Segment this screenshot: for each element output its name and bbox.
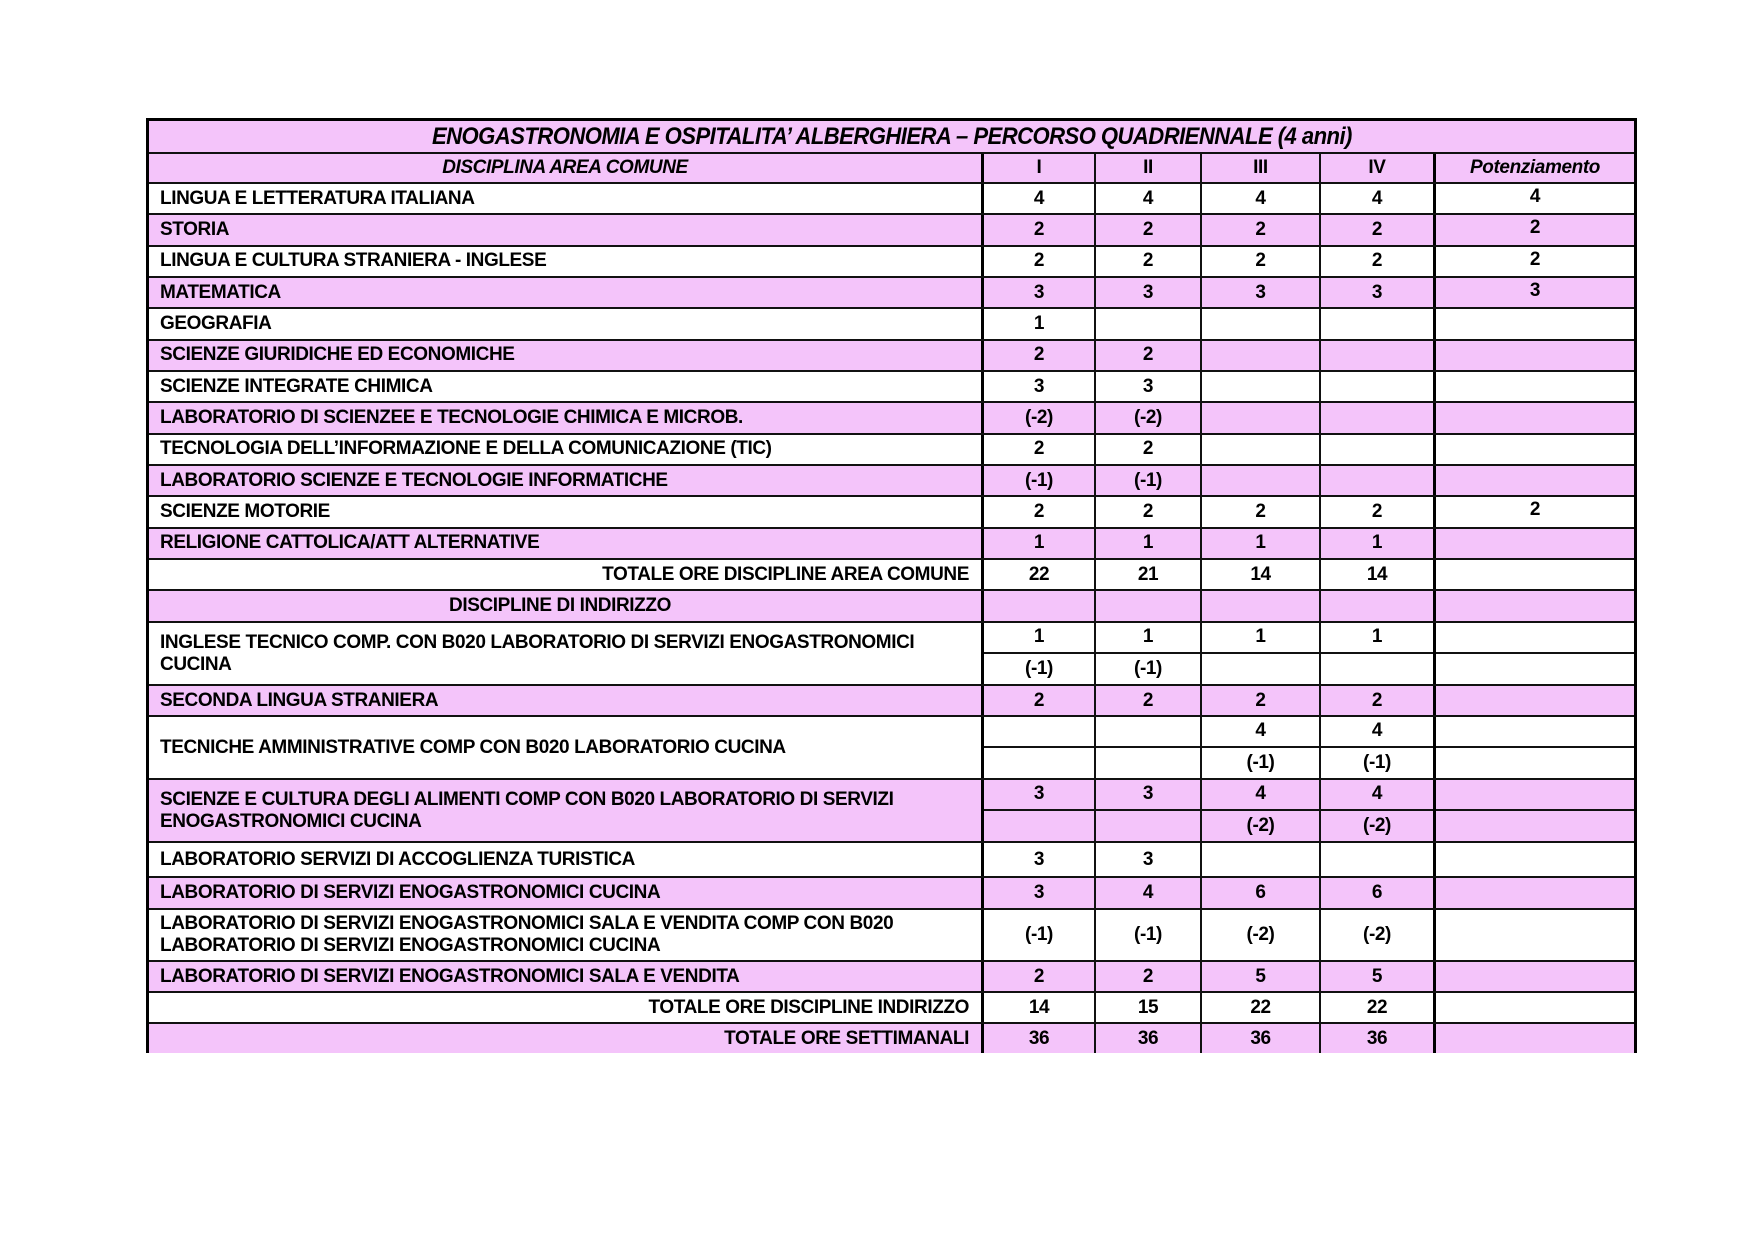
hours-potenziamento [1436,780,1634,841]
hours-year-4 [1321,403,1436,432]
subject-name: GEOGRAFIA [149,309,984,338]
header-potenziamento: Potenziamento [1470,157,1600,178]
hours-year-1: 3 [984,878,1096,908]
subject-name: TECNOLOGIA DELL’INFORMAZIONE E DELLA COMUNICAZIONE (TIC) [149,435,984,464]
indirizzo-row [149,780,1634,843]
hours-year-3 [1202,466,1321,495]
curriculum-table [146,118,1637,1053]
hours-year-3: 4 [1202,184,1321,213]
hours-year-4: (-2) [1321,910,1436,960]
total-indirizzo-row [149,993,1634,1024]
common-row [149,403,1634,434]
indirizzo-header-label: DISCIPLINE DI INDIRIZZO [149,591,984,621]
subject-name: LABORATORIO DI SCIENZEE E TECNOLOGIE CHIMICA E MICROB. [149,403,984,432]
subject-name: SCIENZE GIURIDICHE ED ECONOMICHE [149,341,984,370]
total-weekly-year-4: 36 [1321,1024,1436,1053]
hours-year-1: 2 [984,497,1096,526]
table-title: ENOGASTRONOMIA E OSPITALITA’ ALBERGHIERA – PERCORSO QUADRIENNALE (4 anni) [431,122,1352,150]
empty-sub-cell [1436,717,1634,748]
subject-name: SCIENZE MOTORIE [149,497,984,526]
hours-year-2: 2 [1096,497,1202,526]
total-indirizzo-year-1: 14 [984,993,1096,1022]
subject-name: STORIA [149,215,984,244]
hours-potenziamento [1436,878,1634,908]
total-weekly-year-1: 36 [984,1024,1096,1053]
hours-potenziamento [1436,341,1634,370]
hours-year-2 [1096,623,1202,684]
hours-potenziamento [1436,962,1634,991]
hours-year-4: 6 [1321,878,1436,908]
hours-year-1: 2 [984,247,1096,276]
total-indirizzo-year-2: 15 [1096,993,1202,1022]
hours-year-4: 3 [1321,278,1436,307]
hours-year-3: 6 [1202,878,1321,908]
hours-year-3: 3 [1202,278,1321,307]
hours-year-2: 4 [1096,878,1202,908]
hours-value: 3 [1096,780,1200,811]
lab-hours-value [984,748,1094,779]
hours-potenziamento: 2 [1529,499,1541,521]
header-year-1: I [984,154,1096,182]
common-row [149,435,1634,466]
hours-year-4 [1321,372,1436,401]
hours-year-3: 1 [1202,529,1321,558]
total-weekly-row [149,1024,1634,1053]
hours-value: 3 [984,780,1094,811]
total-common-row [149,560,1634,591]
hours-year-1: (-2) [984,403,1096,432]
hours-year-3: 2 [1202,686,1321,715]
lab-hours-value: (-1) [1025,657,1053,679]
hours-year-2: 2 [1096,247,1202,276]
table-title-row [149,121,1634,154]
hours-potenziamento [1436,372,1634,401]
subject-name: SCIENZE E CULTURA DEGLI ALIMENTI COMP CON B020 LABORATORIO DI SERVIZI ENOGASTRONOMICI CUCINA [149,780,984,841]
subject-name: RELIGIONE CATTOLICA/ATT ALTERNATIVE [149,529,984,558]
common-row [149,497,1634,528]
hours-potenziamento: 3 [1529,280,1541,301]
hours-year-1: 2 [984,962,1096,991]
subject-name: LABORATORIO DI SERVIZI ENOGASTRONOMICI SALA E VENDITA [149,962,984,991]
hours-potenziamento [1436,686,1634,715]
lab-hours-value: (-1) [1363,751,1391,773]
hours-value: 1 [1096,623,1200,654]
hours-potenziamento: 2 [1529,217,1541,239]
hours-year-3: 2 [1202,497,1321,526]
hours-potenziamento [1436,529,1634,558]
subject-name: LINGUA E CULTURA STRANIERA - INGLESE [149,247,984,276]
hours-year-3: 5 [1202,962,1321,991]
hours-value: 1 [1321,623,1433,654]
hours-year-1: 2 [984,341,1096,370]
hours-year-3 [1202,372,1321,401]
empty-sub-cell [1436,811,1634,842]
common-row [149,372,1634,403]
header-year-4: IV [1321,154,1436,182]
hours-year-2: 3 [1096,843,1202,876]
hours-year-1: (-1) [984,466,1096,495]
hours-potenziamento [1436,623,1634,684]
total-common-year-4: 14 [1321,560,1436,589]
total-weekly-label: TOTALE ORE SETTIMANALI [149,1024,984,1053]
hours-year-4: 4 [1321,184,1436,213]
total-common-pot [1436,560,1634,589]
lab-hours-value: (-2) [1246,814,1275,836]
hours-value: 4 [1321,717,1433,748]
hours-year-4 [1321,623,1436,684]
hours-year-2: 2 [1096,435,1202,464]
hours-potenziamento [1436,309,1634,338]
common-row [149,184,1634,215]
hours-year-1: 3 [984,278,1096,307]
empty-sub-cell [1436,654,1634,685]
hours-year-1 [984,623,1096,684]
common-row [149,278,1634,309]
total-weekly-year-2: 36 [1096,1024,1202,1053]
common-row [149,529,1634,560]
hours-year-4: 2 [1321,686,1436,715]
hours-value [1096,717,1200,748]
header-discipline: DISCIPLINA AREA COMUNE [149,154,984,182]
hours-potenziamento: 4 [1529,186,1541,207]
subject-name: LABORATORIO DI SERVIZI ENOGASTRONOMICI CUCINA [149,878,984,908]
hours-year-3 [1202,780,1321,841]
empty-sub-cell [1436,780,1634,811]
hours-year-4: 2 [1321,497,1436,526]
hours-year-3 [1202,403,1321,432]
hours-year-1: 2 [984,686,1096,715]
hours-year-2 [1096,717,1202,778]
hours-year-4 [1321,341,1436,370]
subject-name: LINGUA E LETTERATURA ITALIANA [149,184,984,213]
hours-year-2: 2 [1096,686,1202,715]
hours-year-2: (-2) [1096,403,1202,432]
hours-year-4: 2 [1321,247,1436,276]
hours-year-2: 4 [1096,184,1202,213]
hours-year-4 [1321,843,1436,876]
hours-year-3: (-2) [1202,910,1321,960]
common-row [149,466,1634,497]
total-indirizzo-pot [1436,993,1634,1022]
subject-name: INGLESE TECNICO COMP. CON B020 LABORATORIO DI SERVIZI ENOGASTRONOMICI CUCINA [149,623,984,684]
hours-year-2: (-1) [1096,466,1202,495]
hours-year-3 [1202,717,1321,778]
hours-year-4: 2 [1321,215,1436,244]
subject-name: SCIENZE INTEGRATE CHIMICA [149,372,984,401]
lab-hours-value [984,811,1094,842]
hours-year-4 [1321,717,1436,778]
hours-year-1: 2 [984,215,1096,244]
hours-year-2: 3 [1096,372,1202,401]
hours-year-3 [1202,623,1321,684]
subject-name: TECNICHE AMMINISTRATIVE COMP CON B020 LABORATORIO CUCINA [149,717,984,778]
total-indirizzo-label: TOTALE ORE DISCIPLINE INDIRIZZO [149,993,984,1022]
hours-year-4: 5 [1321,962,1436,991]
empty-cell [984,591,1096,621]
hours-value: 1 [984,623,1094,654]
hours-potenziamento [1436,910,1634,960]
indirizzo-row [149,623,1634,686]
lab-hours-value: (-2) [1363,814,1391,836]
subject-name: LABORATORIO SCIENZE E TECNOLOGIE INFORMATICHE [149,466,984,495]
hours-year-4 [1321,309,1436,338]
empty-sub-cell [1436,748,1634,779]
hours-year-3 [1202,843,1321,876]
hours-year-3: 2 [1202,247,1321,276]
indirizzo-row [149,962,1634,993]
lab-hours-value [1096,811,1200,842]
hours-year-4 [1321,435,1436,464]
hours-value: 4 [1202,717,1319,748]
lab-hours-value: (-1) [1134,657,1162,679]
hours-year-2 [1096,309,1202,338]
lab-hours-value [1202,654,1319,685]
hours-year-1: 2 [984,435,1096,464]
common-row [149,309,1634,340]
hours-year-2: 1 [1096,529,1202,558]
indirizzo-row [149,717,1634,780]
hours-value: 4 [1202,780,1319,811]
hours-year-2: 2 [1096,341,1202,370]
lab-hours-value [1096,748,1200,779]
hours-year-1 [984,717,1096,778]
hours-year-2: 2 [1096,962,1202,991]
hours-value [984,717,1094,748]
hours-year-3: 2 [1202,215,1321,244]
total-weekly-pot [1436,1024,1634,1053]
subject-name: LABORATORIO SERVIZI DI ACCOGLIENZA TURISTICA [149,843,984,876]
indirizzo-row [149,878,1634,910]
hours-potenziamento [1436,403,1634,432]
empty-cell [1321,591,1436,621]
hours-year-4 [1321,780,1436,841]
hours-year-2: (-1) [1096,910,1202,960]
hours-year-1: 1 [984,529,1096,558]
hours-year-1: 3 [984,372,1096,401]
hours-year-1: 4 [984,184,1096,213]
indirizzo-row [149,910,1634,962]
hours-year-1: 3 [984,843,1096,876]
empty-cell [1096,591,1202,621]
subject-name: LABORATORIO DI SERVIZI ENOGASTRONOMICI SALA E VENDITA COMP CON B020 LABORATORIO DI SERVIZI ENOGASTRONOMICI CUCINA [149,910,984,960]
total-indirizzo-year-4: 22 [1321,993,1436,1022]
hours-year-3 [1202,341,1321,370]
subject-name: MATEMATICA [149,278,984,307]
header-year-2: II [1096,154,1202,182]
total-common-year-3: 14 [1202,560,1321,589]
empty-sub-cell [1436,623,1634,654]
hours-potenziamento [1436,717,1634,778]
common-row [149,247,1634,278]
header-year-3: III [1202,154,1321,182]
hours-year-1 [984,780,1096,841]
lab-hours-value [1321,654,1433,685]
hours-year-1: (-1) [984,910,1096,960]
hours-year-2: 2 [1096,215,1202,244]
lab-hours-value: (-1) [1246,751,1275,773]
subject-name: SECONDA LINGUA STRANIERA [149,686,984,715]
indirizzo-row [149,843,1634,878]
total-common-year-1: 22 [984,560,1096,589]
indirizzo-header-row [149,591,1634,623]
empty-cell [1436,591,1634,621]
common-row [149,215,1634,246]
header-row [149,154,1634,184]
hours-potenziamento: 2 [1529,248,1541,270]
hours-value: 1 [1202,623,1319,654]
hours-year-3 [1202,435,1321,464]
hours-potenziamento [1436,435,1634,464]
hours-year-4: 1 [1321,529,1436,558]
hours-year-1: 1 [984,309,1096,338]
hours-value: 4 [1321,780,1433,811]
hours-year-2: 3 [1096,278,1202,307]
total-indirizzo-year-3: 22 [1202,993,1321,1022]
hours-year-3 [1202,309,1321,338]
indirizzo-row [149,686,1634,717]
hours-year-2 [1096,780,1202,841]
total-common-year-2: 21 [1096,560,1202,589]
common-row [149,341,1634,372]
hours-potenziamento [1436,843,1634,876]
empty-cell [1202,591,1321,621]
total-common-label: TOTALE ORE DISCIPLINE AREA COMUNE [149,560,984,589]
total-weekly-year-3: 36 [1202,1024,1321,1053]
hours-potenziamento [1436,466,1634,495]
hours-year-4 [1321,466,1436,495]
